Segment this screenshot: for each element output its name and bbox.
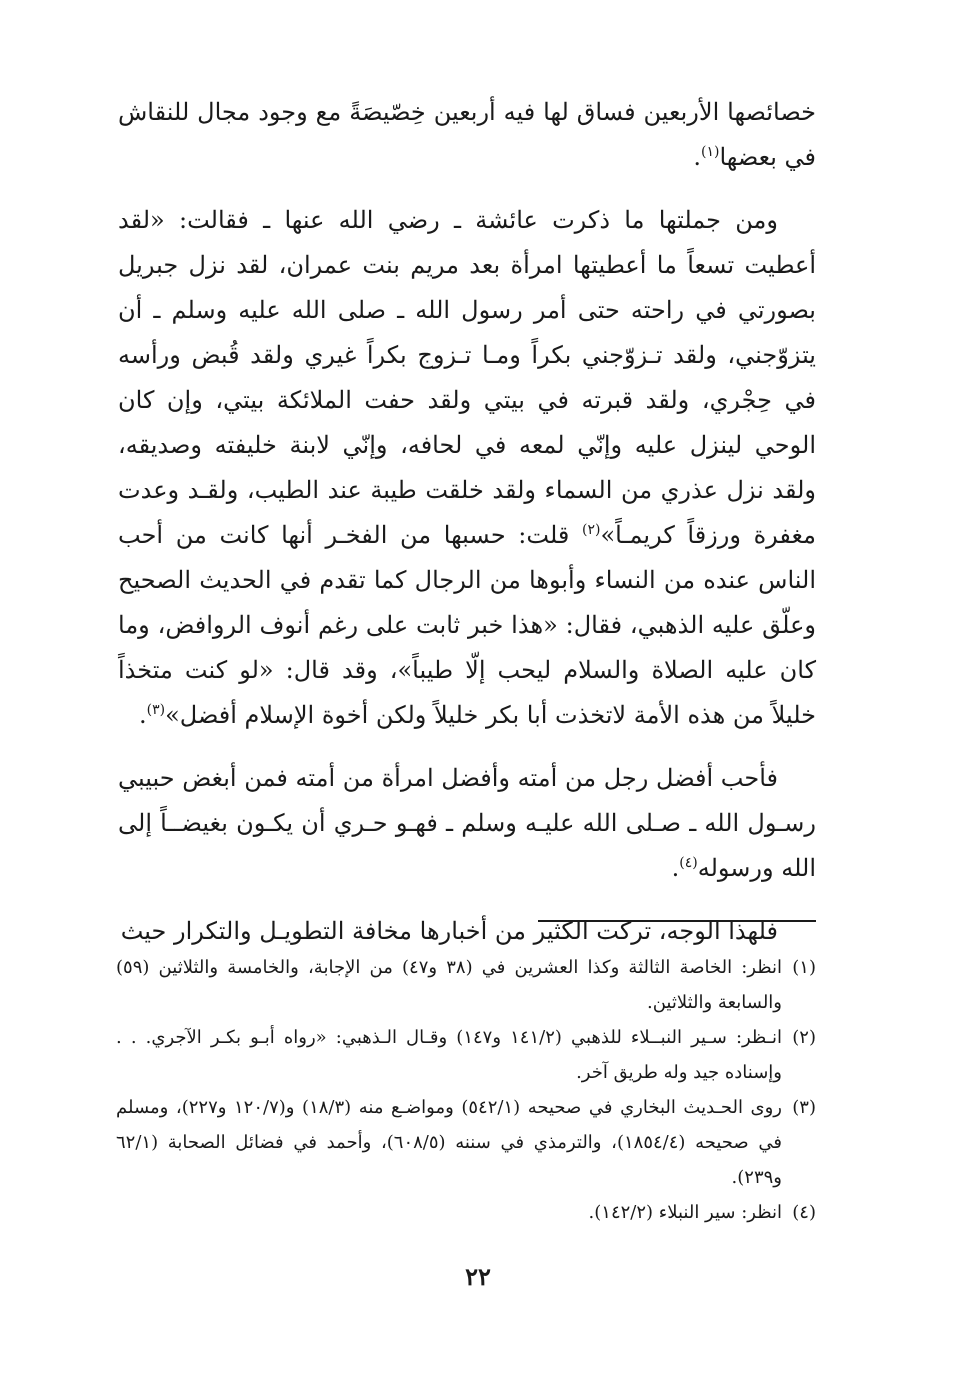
- paragraph-4-text: فلهذا الوجه، تركت الكثير من أخبارها مخافة التطويـل والتكرار حيث: [120, 917, 778, 945]
- paragraph-3-text: فأحب أفضل رجل من أمته وأفضل امرأة من أمته فمن أبغض حبيبي رسـول الله ـ صـلى الله عليـه وسلم ـ فهـو حـري أن يكـون بغيضــاً إلى الله ورسوله: [118, 764, 816, 882]
- paragraph-2-text-continued: قلت: حسبها من الفخـر أنها كانت من أحب الناس عنده من النساء وأبوها من الرجال كما تقدم في الحديث الصحيح وعلّق عليه الذهبي، فقال: «هذا خبر ثابت على رغم أنوف الروافض، وما كان عليه الصلاة والسلام ليحب إلّا طيباً»، وقد قال: «لو كنت متخذاً خليلاً من هذه الأمة لاتخذت أبا بكر خليلاً ولكن أخوة الإسلام أفضل»: [118, 521, 816, 729]
- footnote-ref-1[interactable]: (١): [700, 144, 720, 160]
- footnote-number: (٣): [792, 1097, 816, 1118]
- footnote-item: [116, 1195, 816, 1230]
- page-number: ٢٢: [465, 1262, 491, 1291]
- footnote-item: [116, 1090, 816, 1195]
- paragraph-2-end: .: [139, 701, 147, 729]
- paragraph-3: [118, 756, 816, 891]
- footnote-number: (٤): [792, 1202, 816, 1223]
- footnote-text: انظر: سير النبلاء (١٤٢/٢).: [588, 1202, 782, 1223]
- paragraph-1-end: .: [693, 143, 701, 171]
- paragraph-1: [118, 90, 816, 180]
- paragraph-3-end: .: [671, 854, 680, 882]
- footnote-divider: [538, 920, 816, 922]
- footnote-text: روى الحـديث البخاري في صحيحه (٥٤٢/١) ومواضـع منه (١٨/٣) و(١٢٠/٧ و٢٢٧)، ومسلم في صحيحه (١٨٥٤/٤)، والترمذي في سننه (٦٠٨/٥)، وأحمد في فضائل الصحابة (٦٢/١ و٢٣٩).: [116, 1097, 782, 1188]
- paragraph-2: [118, 198, 816, 738]
- footnote-text: انـظر: سـير النبــلاء للذهبي (١٤١/٢ و١٤٧) وقـال الـذهبي: «رواه أبـو بكـر الآجري. . . وإسناده جيد وله طريق آخر.: [116, 1027, 782, 1083]
- footnotes-section: [116, 950, 816, 1230]
- footnote-item: [116, 1020, 816, 1090]
- footnote-ref-2[interactable]: (٢): [582, 522, 601, 538]
- footnote-number: (١): [792, 957, 816, 978]
- footnote-ref-3[interactable]: (٣): [146, 702, 166, 718]
- paragraph-1-text: خصائصها الأربعين فساق لها فيه أربعين خِصّيصَةً مع وجود مجال للنقاش في بعضها: [118, 98, 816, 171]
- footnote-ref-4[interactable]: (٤): [679, 855, 698, 871]
- footnote-text: انظر: الخاصة الثالثة وكذا العشرين في (٣٨ و٤٧) من الإجابة، والخامسة والثلاثين (٥٩) والسابعة والثلاثين.: [116, 957, 782, 1013]
- footnote-number: (٢): [792, 1027, 816, 1048]
- footnote-item: [116, 950, 816, 1020]
- main-text: [118, 90, 816, 972]
- paragraph-4: [118, 909, 816, 954]
- paragraph-2-text: ومن جملتها ما ذكرت عائشة ـ رضي الله عنها ـ فقالت: «لقد أعطيت تسعاً ما أعطيتها امرأة بعد مريم بنت عمران، لقد نزل جبريل بصورتي في راحته حتى أمر رسول الله ـ صلى الله عليه وسلم ـ أن يتزوّجني، ولقد تـزوّجني بكراً ومـا تـزوج بكراً غيري ولقد قُبض ورأسه في حِجْري، ولقد قبرته في بيتي ولقد حفت الملائكة بيتي، وإن كان الوحي لينزل عليه وإنّي لمعه في لحافه، وإنّي لابنة خليفته وصديقه، ولقد نزل عذري من السماء ولقد خلقت طيبة عند الطيب، ولقـد وعدت مغفرة ورزقاً كريمـاً»: [118, 206, 817, 549]
